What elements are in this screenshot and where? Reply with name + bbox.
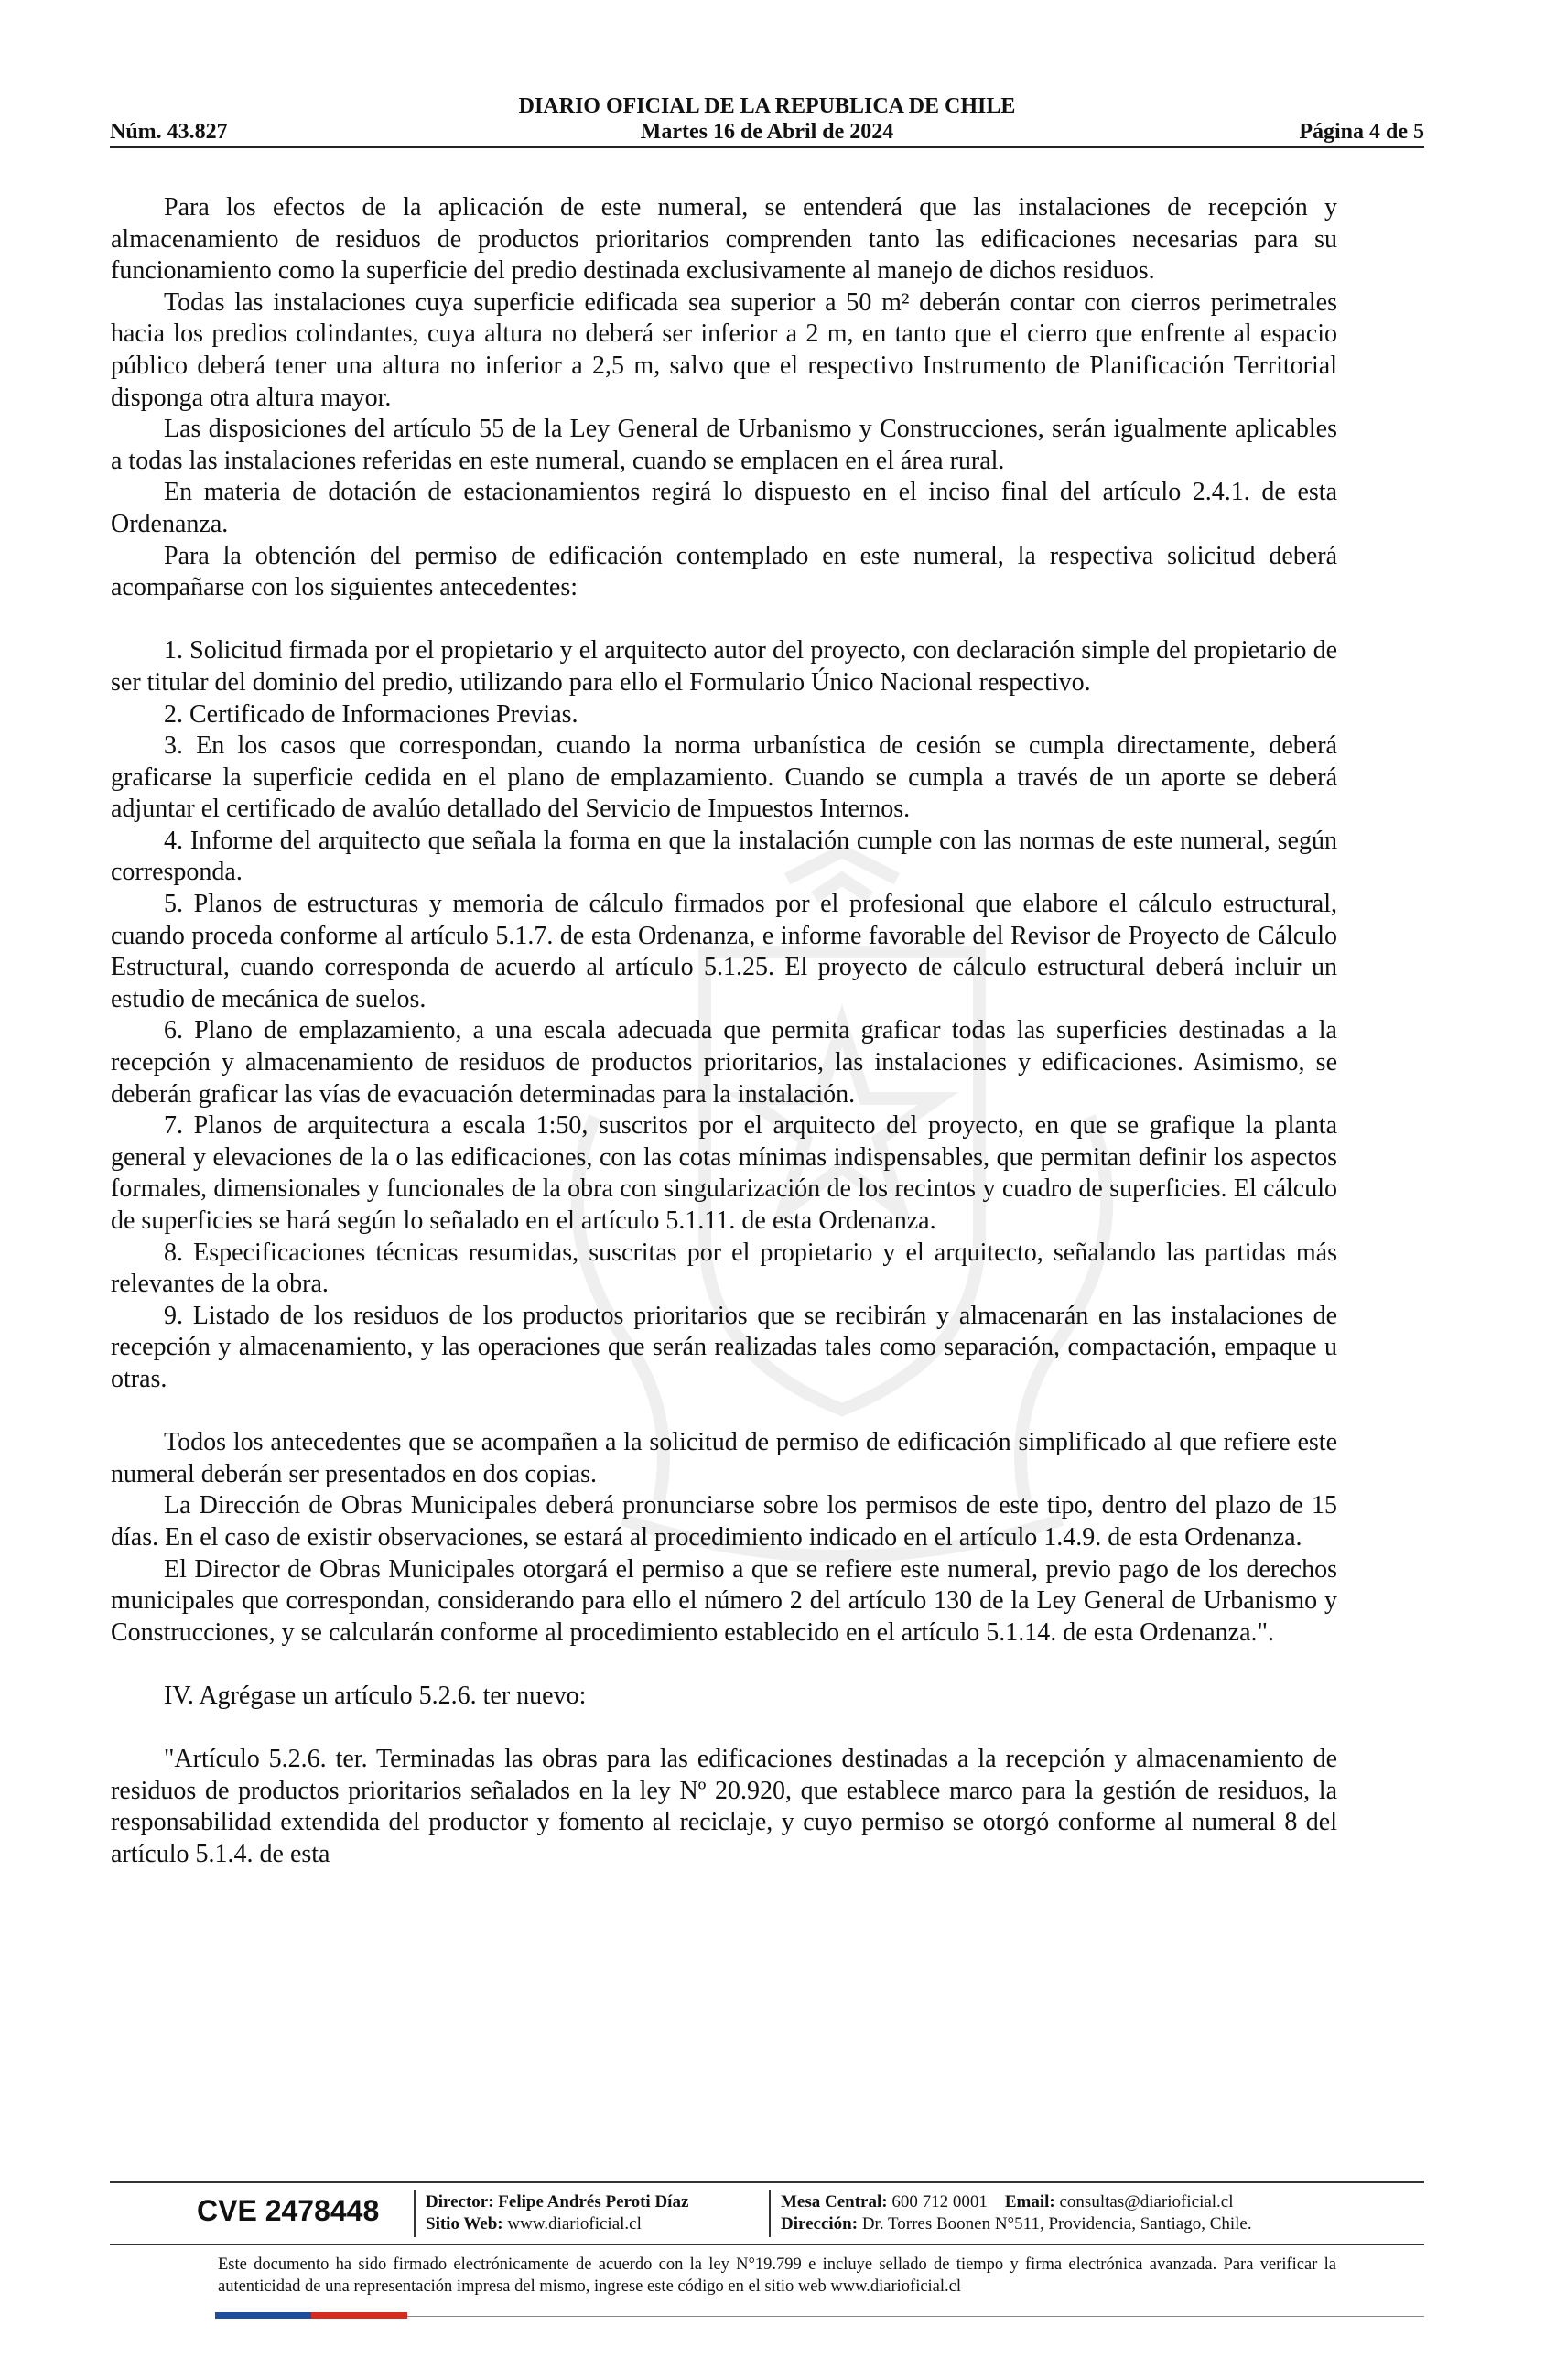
body-paragraph: Para los efectos de la aplicación de este numeral, se entenderá que las instalaciones de recepción y almacenamiento de residuos de productos prioritarios comprenden tanto las edificaciones necesarias para su funcionamiento como la superficie del predio destinada exclusivamente al manejo de dichos residuos. — [111, 193, 1337, 286]
body-paragraph: 9. Listado de los residuos de los productos prioritarios que se recibirán y almacenarán en las instalaciones de recepción y almacenamiento, y las operaciones que serán realizadas tales como separación, compactación, empaque u otras. — [111, 1301, 1337, 1393]
body-paragraph: El Director de Obras Municipales otorgará el permiso a que se refiere este numeral, previo pago de los derechos municipales que correspondan, considerando para ello el número 2 del artículo 130 de la Ley General de Urbanismo y Construcciones, y se calcularán conforme al procedimiento establecido en el artículo 5.1.14. de esta Ordenanza.". — [111, 1554, 1337, 1647]
body-paragraph: 5. Planos de estructuras y memoria de cálculo firmados por el profesional que elabore el cálculo estructural, cuando proceda conforme al artículo 5.1.7. de esta Ordenanza, e informe favorable del Revisor de Proyecto de Cálculo Estructural, cuando corresponda de acuerdo al artículo 5.1.25. El proyecto de cálculo estructural deberá incluir un estudio de mecánica de suelos. — [111, 890, 1337, 1013]
page-number: Página 4 de 5 — [1299, 120, 1424, 144]
footer-director-block — [426, 2191, 688, 2235]
footer-divider — [407, 2316, 1424, 2317]
body-paragraph: 3. En los casos que correspondan, cuando la norma urbanística de cesión se cumpla directamente, deberá graficarse la superficie cedida en el plano de emplazamiento. Cuando se cumpla a través de un aporte se deberá adjuntar el certificado de avalúo detallado del Servicio de Impuestos Internos. — [111, 731, 1337, 824]
body-paragraph: Todas las instalaciones cuya superficie edificada sea superior a 50 m² deberán contar con cierros perimetrales hacia los predios colindantes, cuya altura no deberá ser inferior a 2 m, en tanto que el cierro que enfrente al espacio público deberá tener una altura no inferior a 2,5 m, salvo que el respectivo Instrumento de Planificación Territorial disponga otra altura mayor. — [111, 287, 1337, 412]
body-paragraph: 4. Informe del arquitecto que señala la forma en que la instalación cumple con las normas de este numeral, según corresponda. — [111, 826, 1337, 887]
cve-code: CVE 2478448 — [197, 2194, 380, 2227]
flag-stripe — [215, 2312, 407, 2319]
director-name: Felipe Andrés Peroti Díaz — [498, 2192, 689, 2212]
body-paragraph: 6. Plano de emplazamiento, a una escala adecuada que permita graficar todas las superficies destinadas a la recepción y almacenamiento de residuos de productos prioritarios, las instalaciones y edificaciones. Asimismo, se deberán graficar las vías de evacuación determinadas para la instalación. — [111, 1016, 1337, 1109]
web-link[interactable]: www.diarioficial.cl — [507, 2214, 642, 2234]
footer-separator — [414, 2190, 416, 2237]
email-label: Email: — [1004, 2192, 1055, 2212]
document-body — [111, 192, 1337, 1870]
footer-contact-block — [781, 2191, 1252, 2235]
body-paragraph: Las disposiciones del artículo 55 de la Ley General de Urbanismo y Construcciones, serán igualmente aplicables a todas las instalaciones referidas en este numeral, cuando se emplacen en el área rural. — [111, 415, 1337, 475]
body-paragraph: 8. Especificaciones técnicas resumidas, suscritas por el propietario y el arquitecto, señalando las partidas más relevantes de la obra. — [111, 1238, 1337, 1299]
body-paragraph: 2. Certificado de Informaciones Previas. — [164, 699, 578, 729]
mesa-phone: 600 712 0001 — [891, 2192, 988, 2212]
newspaper-title: DIARIO OFICIAL DE LA REPUBLICA DE CHILE — [518, 94, 1016, 118]
email-link[interactable]: consultas@diarioficial.cl — [1059, 2192, 1234, 2212]
issue-date: Martes 16 de Abril de 2024 — [640, 120, 894, 144]
body-paragraph: La Dirección de Obras Municipales deberá pronunciarse sobre los permisos de este tipo, dentro del plazo de 15 días. En el caso de existir observaciones, se estará al procedimiento indicado en el artículo 1.4.9. de esta Ordenanza. — [111, 1491, 1337, 1552]
issue-number: Núm. 43.827 — [110, 120, 228, 144]
footer-divider — [110, 2181, 1424, 2183]
flag-blue-segment — [215, 2312, 311, 2319]
direccion-label: Dirección: — [781, 2214, 859, 2234]
body-paragraph: 7. Planos de arquitectura a escala 1:50, suscritos por el arquitecto del proyecto, en que se grafique la planta general y elevaciones de la o las edificaciones, con las cotas mínimas indispensables, que permitan definir los aspectos formales, dimensionales y funcionales de la obra con singularización de los recintos y cuadro de superficies. El cálculo de superficies se hará según lo señalado en el artículo 5.1.11. de esta Ordenanza. — [111, 1111, 1337, 1235]
body-paragraph: Todos los antecedentes que se acompañen a la solicitud de permiso de edificación simplificado al que refiere este numeral deberán ser presentados en dos copias. — [111, 1428, 1337, 1488]
web-label: Sitio Web: — [426, 2214, 503, 2234]
body-paragraph: IV. Agrégase un artículo 5.2.6. ter nuevo: — [164, 1681, 587, 1710]
flag-red-segment — [311, 2312, 407, 2319]
footer-divider — [110, 2244, 1424, 2245]
direccion-value: Dr. Torres Boonen N°511, Providencia, Santiago, Chile. — [861, 2214, 1252, 2234]
mesa-label: Mesa Central: — [781, 2192, 888, 2212]
footer-separator — [769, 2190, 771, 2237]
page-header — [110, 93, 1424, 148]
body-paragraph: "Artículo 5.2.6. ter. Terminadas las obras para las edificaciones destinadas a la recepción y almacenamiento de residuos de productos prioritarios señalados en la ley Nº 20.920, que establece marco para la gestión de residuos, la responsabilidad extendida del productor y fomento al reciclaje, y cuyo permiso se otorgó conforme al numeral 8 del artículo 5.1.4. de esta — [111, 1745, 1337, 1868]
body-paragraph: Para la obtención del permiso de edificación contemplado en este numeral, la respectiva solicitud deberá acompañarse con los siguientes antecedentes: — [111, 541, 1337, 602]
signature-notice: Este documento ha sido firmado electrónicamente de acuerdo con la ley N°19.799 e incluye sellado de tiempo y firma electrónica avanzada. Para verificar la autenticidad de una representación impresa del mismo, ingrese este código en el sitio web www.diarioficial.cl — [218, 2256, 1336, 2296]
director-label: Director: — [426, 2192, 494, 2212]
body-paragraph: 1. Solicitud firmada por el propietario y el arquitecto autor del proyecto, con declaración simple del propietario de ser titular del dominio del predio, utilizando para ello el Formulario Único Nacional respectivo. — [111, 636, 1337, 697]
body-paragraph: En materia de dotación de estacionamientos regirá lo dispuesto en el inciso final del artículo 2.4.1. de esta Ordenanza. — [111, 478, 1337, 538]
